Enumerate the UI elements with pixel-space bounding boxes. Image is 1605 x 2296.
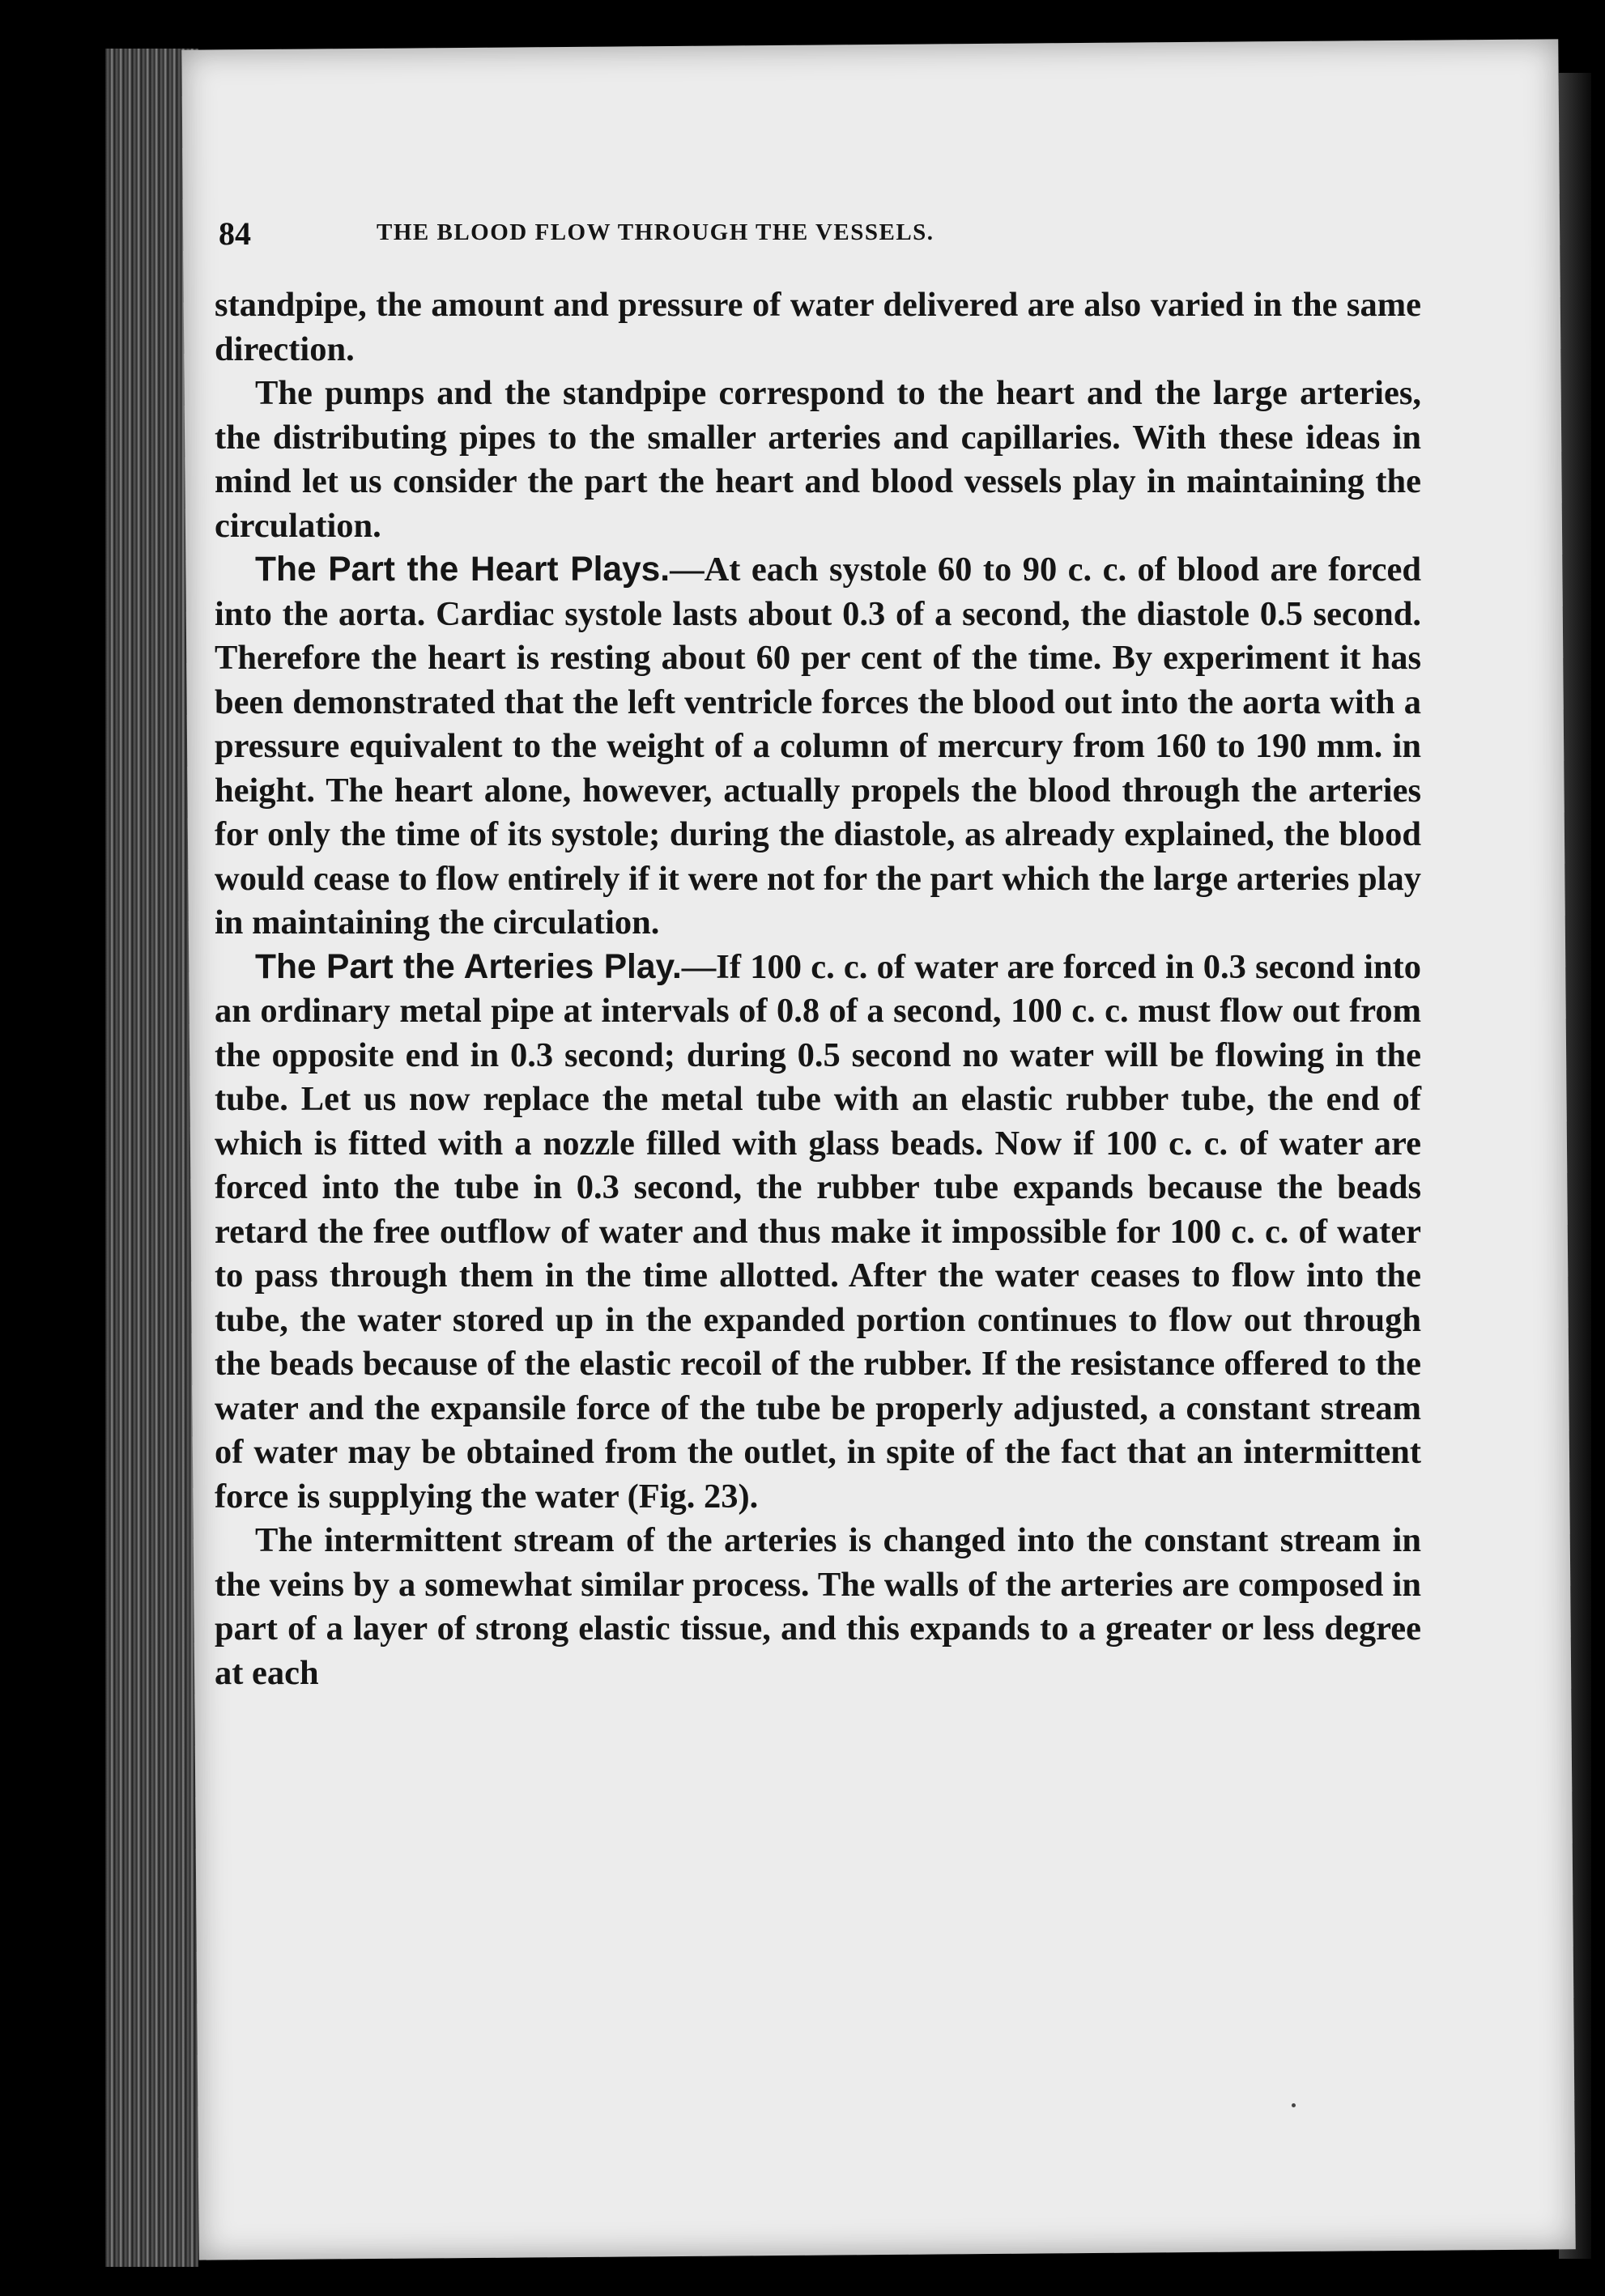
paragraph (215, 372, 1421, 548)
body-text (215, 283, 1421, 1695)
running-head: THE BLOOD FLOW THROUGH THE VESSELS. (377, 219, 934, 245)
paragraph-text: standpipe, the amount and pressure of water delivered are also varied in the same direction. (215, 286, 1421, 368)
paragraph-text: —At each systole 60 to 90 c. c. of blood are forced into the aorta. Cardiac systole lasts about 0.3 of a second, the diastole 0.5 second. Therefore the heart is resting about 60 per cent of the time. By experiment it has been demonstrated that the left ventricle forces the blood out into the aorta with a pressure equivalent to the weight of a column of mercury from 160 to 190 mm. in height. The heart alone, however, actually propels the blood through the arteries for only the time of its systole; during the diastole, as already explained, the blood would cease to flow entirely if it were not for the part which the large arteries play in maintaining the circulation. (215, 551, 1422, 942)
section-heading: The Part the Arteries Play. (255, 947, 682, 986)
paragraph (215, 946, 1421, 1520)
paragraph-text: The pumps and the standpipe correspond to the heart and the large arteries, the distributing pipes to the smaller arteries and capillaries. With these ideas in mind let us consider the part the heart and blood vessels play in maintaining the circulation. (215, 374, 1421, 545)
paragraph (215, 548, 1421, 946)
paragraph (215, 1519, 1421, 1695)
paragraph-text: —If 100 c. c. of water are forced in 0.3 second into an ordinary metal pipe at intervals of 0.8 of a second, 100 c. c. must flow out from the opposite end in 0.3 second; during 0.5 second no water will be flowing in the tube. Let us now replace the metal tube with an elastic rubber tube, the end of which is fitted with a nozzle filled with glass beads. Now if 100 c. c. of water are forced into the tube in 0.3 second, the rubber tube expands because the beads retard the free outflow of water and thus make it impossible for 100 c. c. of water to pass through them in the time allotted. After the water ceases to flow into the tube, the water stored up in the expanded portion continues to flow out through the beads because of the elastic recoil of the rubber. If the resistance offered to the water and the expansile force of the tube be properly adjusted, a constant stream of water may be obtained from the outlet, in spite of the fact that an intermittent force is supplying the water (Fig. 23). (215, 947, 1421, 1516)
page-number: 84 (219, 215, 251, 252)
scan-speck (1292, 2103, 1296, 2107)
page-header (219, 215, 1271, 271)
paragraph-text: The intermittent stream of the arteries is changed into the constant stream in the veins by a somewhat similar process. The walls of the arteries are composed in part of a layer of strong elastic tissue, and this expands to a greater or less degree at each (215, 1521, 1421, 1692)
paragraph (215, 283, 1421, 372)
section-heading: The Part the Heart Plays. (255, 551, 671, 589)
